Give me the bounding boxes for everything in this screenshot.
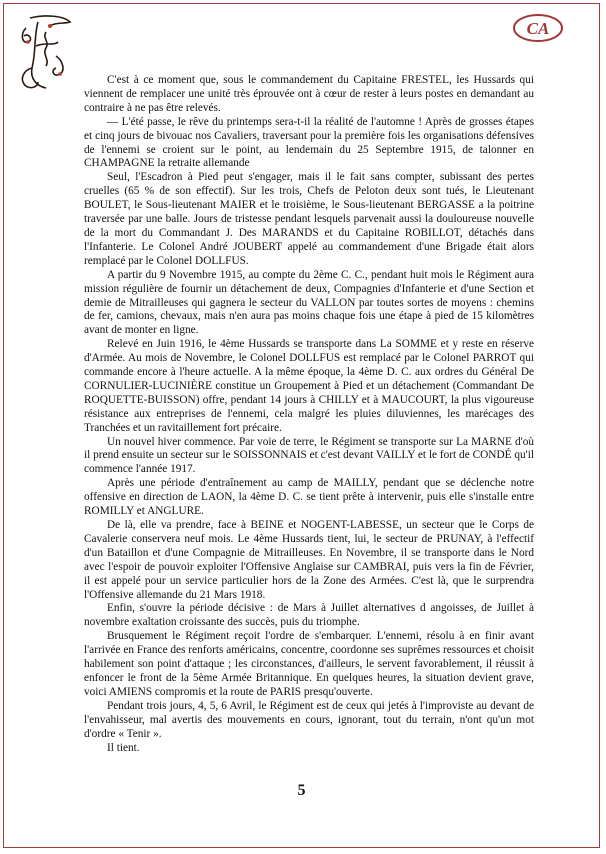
paragraph: — L'été passe, le rêve du printemps sera-t-il la réalité de l'automne ! Après de grosses étapes et cinq jours de bivouac nos Cavaliers, traversant pour la première fois les organisations défensives de l'ennemi se croient sur le point, au lendemain du 25 Septembre 1915, de talonner en CHAMPAGNE la retraite allemande — [84, 115, 534, 170]
paragraph: C'est à ce moment que, sous le commandement du Capitaine FRESTEL, les Hussards qui viennent de remplacer une unité très éprouvée ont à cœur de rester à leurs postes en demandant au contraire à ne pas être relevés. — [84, 74, 534, 114]
body-text — [84, 74, 534, 755]
paragraph: Il tient. — [107, 741, 140, 754]
paragraph: A partir du 9 Novembre 1915, au compte du 2ème C. C., pendant huit mois le Régiment aura mission régulière de fournir un détachement de deux, Compagnies d'Infanterie et d'une Section et demie de Mitrailleuses qui gagnera le secteur du VALLON par toutes sortes de moyens : chemins de fer, camions, chevaux, mais n'en aura pas moins chaque fois une étape à pied de 15 kilomètres avant de monter en ligne. — [84, 268, 534, 337]
paragraph: Un nouvel hiver commence. Par voie de terre, le Régiment se transporte sur La MARNE d'où il prend ensuite un secteur sur le SOISSONNAIS et c'est devant VAILLY et le fort de CONDÉ qu'il commence l'année 1917. — [84, 435, 534, 476]
paragraph: De là, elle va prendre, face à BEINE et NOGENT-LABESSE, un secteur que le Corps de Cavalerie conservera neuf mois. Le 4ème Hussards tient, lui, le secteur de PRUNAY, à l'effectif d'un Bataillon et d'une Compagnie de Mitrailleuses. En Novembre, il se transporte dans le Nord avec l'espoir de pouvoir exploiter l'Offensive Anglaise sur CAMBRAI, puis vers la fin de Février, il est appelé pour un service particulier hors de la Zone des Armées. C'est là, que le surprendra l'Offensive allemande du 21 Mars 1918. — [84, 519, 534, 601]
paragraph: Brusquement le Régiment reçoit l'ordre de s'embarquer. L'ennemi, résolu à en finir avant l'arrivée en France des renforts américains, concentre, coordonne ses suprêmes ressources et choisit habilement son point d'attaque ; les circonstances, d'ailleurs, le servent favorablement, il réussit à enfoncer le front de la 5ème Armée Britannique. En quelques heures, la situation devient grave, voici AMIENS compromis et la route de PARIS presqu'ouverte. — [84, 630, 534, 698]
paragraph: Pendant trois jours, 4, 5, 6 Avril, le Régiment est de ceux qui jetés à l'improviste au devant de l'envahisseur, mal avertis des mouvements en cours, ignorant, tout du terrain, n'ont qu'un mot d'ordre « Tenir ». — [84, 699, 534, 740]
document-page — [3, 3, 600, 848]
page-number: 5 — [297, 782, 306, 799]
decorative-initial-icon — [16, 12, 74, 92]
ca-logo — [512, 13, 564, 43]
paragraph: Enfin, s'ouvre la période décisive : de Mars à Juillet alternatives d angoisses, de Juillet à novembre exaltation croissante des succès, puis du triomphe. — [84, 602, 534, 629]
paragraph: Après une période d'entraînement au camp de MAILLY, pendant que se déclenche notre offensive en direction de LAON, la 4ème D. C. se tient prête à intervenir, puis elle s'installe entre ROMILLY et ANGLURE. — [84, 477, 534, 518]
paragraph: Seul, l'Escadron à Pied peut s'engager, mais il le fait sans compter, subissant des pertes cruelles (65 % de son effectif). Sur les trois, Chefs de Peloton deux sont tués, le Lieutenant BOULET, le Sous-lieutenant MAIER et le troisième, le Sous-lieutenant BERGASSE a la poitrine traversée par une balle. Jours de tristesse pendant lesquels parvenait aussi la douloureuse nouvelle de la mort du Commandant J. Des MARANDS et du Capitaine ROBILLOT, détachés dans l'Infanterie. Le Colonel André JOUBERT appelé au commandement d'une Brigade était alors remplacé par le Colonel DOLLFUS. — [84, 171, 534, 267]
logo-text: CA — [526, 19, 550, 38]
paragraph: Relevé en Juin 1916, le 4ème Hussards se transporte dans La SOMME et y reste en réserve d'Armée. Au mois de Novembre, le Colonel DOLLFUS est remplacé par le Colonel PARROT qui commande encore à l'heure actuelle. A la même époque, la 4ème D. C. aux ordres du Général De CORNULIER-LUCINIÈRE constitue un Groupement à Pied et un détachement (Commandant De ROQUETTE-BUISSON) offre, pendant 14 jours à CHILLY et à MAUCOURT, la plus vigoureuse résistance aux entreprises de l'ennemi, cela malgré les pluies diluviennes, les marécages des Tranchées et un ravitaillement fort précaire. — [84, 338, 534, 434]
